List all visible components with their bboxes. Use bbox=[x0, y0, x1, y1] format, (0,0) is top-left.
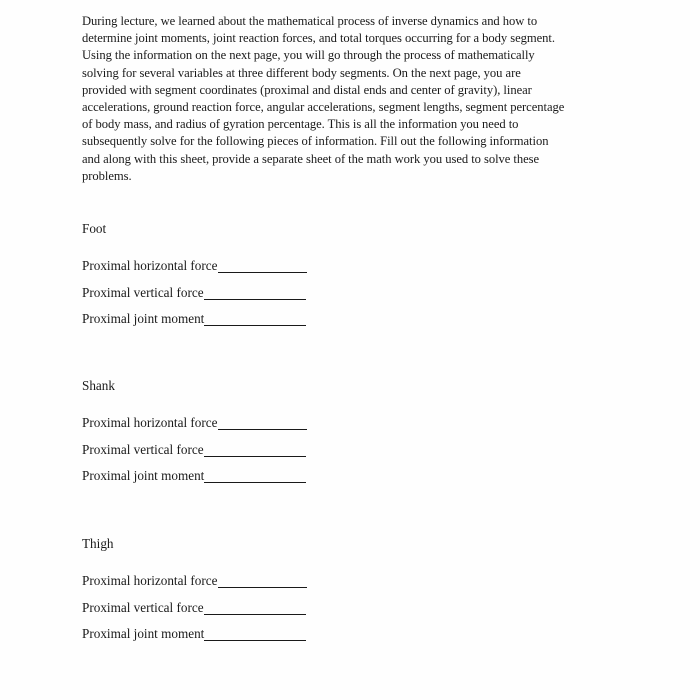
answer-blank[interactable] bbox=[218, 574, 307, 588]
field-proximal-horizontal-force bbox=[82, 248, 382, 275]
answer-blank[interactable] bbox=[218, 416, 307, 430]
field-label: Proximal joint moment bbox=[82, 311, 205, 326]
field-proximal-horizontal-force bbox=[82, 563, 382, 590]
field-proximal-joint-moment bbox=[82, 616, 382, 643]
section-thigh bbox=[82, 536, 382, 642]
section-title: Foot bbox=[82, 221, 107, 236]
field-proximal-vertical-force bbox=[82, 431, 382, 458]
answer-blank[interactable] bbox=[218, 259, 307, 273]
intro-line: determine joint moments, joint reaction forces, and total torques occurring for a body segment. bbox=[82, 31, 555, 46]
answer-blank[interactable] bbox=[204, 469, 306, 483]
answer-blank[interactable] bbox=[204, 627, 306, 641]
section-title: Shank bbox=[82, 378, 115, 393]
field-label: Proximal vertical force bbox=[82, 599, 204, 615]
field-proximal-joint-moment bbox=[82, 301, 382, 328]
answer-blank[interactable] bbox=[204, 286, 306, 300]
field-proximal-vertical-force bbox=[82, 589, 382, 616]
field-proximal-joint-moment bbox=[82, 458, 382, 485]
field-label: Proximal joint moment bbox=[82, 626, 205, 641]
answer-blank[interactable] bbox=[204, 601, 306, 615]
intro-line: provided with segment coordinates (proximal and distal ends and center of gravity), linear bbox=[82, 82, 532, 97]
answer-blank[interactable] bbox=[204, 312, 306, 326]
intro-line: Using the information on the next page, you will go through the process of mathematically bbox=[82, 48, 535, 63]
field-proximal-vertical-force bbox=[82, 274, 382, 301]
intro-line: accelerations, ground reaction force, angular accelerations, segment lengths, segment percentage bbox=[82, 100, 565, 115]
intro-line: and along with this sheet, provide a separate sheet of the math work you used to solve these bbox=[82, 151, 540, 166]
field-label: Proximal horizontal force bbox=[82, 415, 218, 430]
intro-line: of body mass, and radius of gyration percentage. This is all the information you need to bbox=[82, 117, 519, 132]
section-title: Thigh bbox=[82, 536, 114, 551]
field-label: Proximal vertical force bbox=[82, 441, 204, 457]
field-label: Proximal joint moment bbox=[82, 468, 205, 483]
intro-line: subsequently solve for the following pieces of information. Fill out the following information bbox=[82, 134, 549, 149]
field-label: Proximal vertical force bbox=[82, 284, 204, 300]
section-foot bbox=[82, 221, 382, 327]
field-label: Proximal horizontal force bbox=[82, 573, 218, 588]
intro-line: problems. bbox=[82, 168, 132, 183]
answer-blank[interactable] bbox=[204, 443, 306, 457]
field-label: Proximal horizontal force bbox=[82, 258, 218, 273]
section-shank bbox=[82, 378, 382, 484]
intro-line: During lecture, we learned about the mathematical process of inverse dynamics and how to bbox=[82, 14, 538, 28]
intro-line: solving for several variables at three different body segments. On the next page, you are bbox=[82, 65, 521, 80]
field-proximal-horizontal-force bbox=[82, 405, 382, 432]
intro-paragraph bbox=[82, 13, 622, 185]
